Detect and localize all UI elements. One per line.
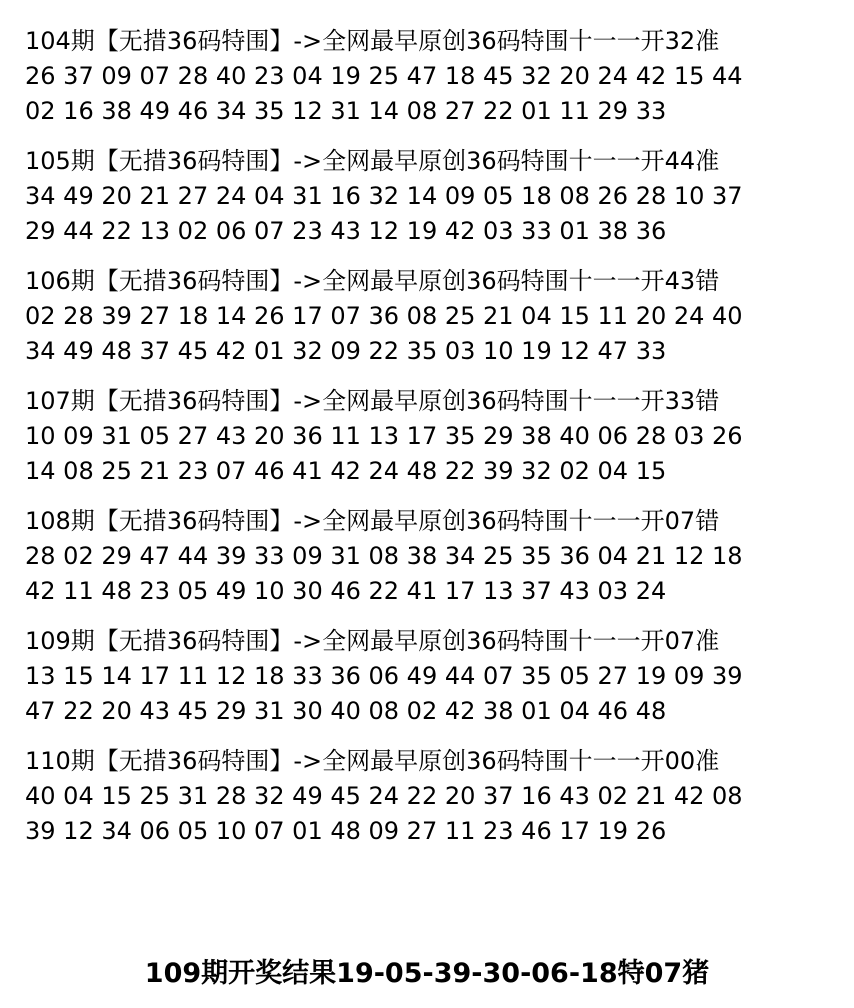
draw-result-footer: 109期开奖结果19-05-39-30-06-18特07猪 [144, 958, 710, 989]
number-row: 26 37 09 07 28 40 23 04 19 25 47 18 45 32 20 24 42 15 44 [25, 62, 743, 90]
entry-header: 105期【无措36码特围】->全网最早原创36码特围十一一开44准 [25, 147, 720, 175]
entry-107 [25, 384, 845, 504]
number-row: 34 49 20 21 27 24 04 31 16 32 14 09 05 18 08 26 28 10 37 [25, 182, 743, 210]
entry-104 [25, 24, 845, 144]
entry-106 [25, 264, 845, 384]
entry-109 [25, 624, 845, 744]
entry-108 [25, 504, 845, 624]
entry-105 [25, 144, 845, 264]
entry-header: 104期【无措36码特围】->全网最早原创36码特围十一一开32准 [25, 27, 720, 55]
number-row: 34 49 48 37 45 42 01 32 09 22 35 03 10 19 12 47 33 [25, 337, 667, 365]
entry-header: 108期【无措36码特围】->全网最早原创36码特围十一一开07错 [25, 507, 720, 535]
number-row: 42 11 48 23 05 49 10 30 46 22 41 17 13 37 43 03 24 [25, 577, 667, 605]
number-row: 10 09 31 05 27 43 20 36 11 13 17 35 29 38 40 06 28 03 26 [25, 422, 743, 450]
number-row: 13 15 14 17 11 12 18 33 36 06 49 44 07 35 05 27 19 09 39 [25, 662, 743, 690]
number-row: 28 02 29 47 44 39 33 09 31 08 38 34 25 35 36 04 21 12 18 [25, 542, 743, 570]
entry-header: 106期【无措36码特围】->全网最早原创36码特围十一一开43错 [25, 267, 720, 295]
entry-header: 110期【无措36码特围】->全网最早原创36码特围十一一开00准 [25, 747, 720, 775]
entry-110 [25, 744, 845, 864]
number-row: 02 16 38 49 46 34 35 12 31 14 08 27 22 01 11 29 33 [25, 97, 667, 125]
number-row: 14 08 25 21 23 07 46 41 42 24 48 22 39 32 02 04 15 [25, 457, 667, 485]
number-row: 29 44 22 13 02 06 07 23 43 12 19 42 03 33 01 38 36 [25, 217, 667, 245]
number-row: 40 04 15 25 31 28 32 49 45 24 22 20 37 16 43 02 21 42 08 [25, 782, 743, 810]
prediction-list [25, 24, 845, 864]
entry-header: 109期【无措36码特围】->全网最早原创36码特围十一一开07准 [25, 627, 720, 655]
number-row: 39 12 34 06 05 10 07 01 48 09 27 11 23 46 17 19 26 [25, 817, 667, 845]
number-row: 02 28 39 27 18 14 26 17 07 36 08 25 21 04 15 11 20 24 40 [25, 302, 743, 330]
number-row: 47 22 20 43 45 29 31 30 40 08 02 42 38 01 04 46 48 [25, 697, 667, 725]
entry-header: 107期【无措36码特围】->全网最早原创36码特围十一一开33错 [25, 387, 720, 415]
